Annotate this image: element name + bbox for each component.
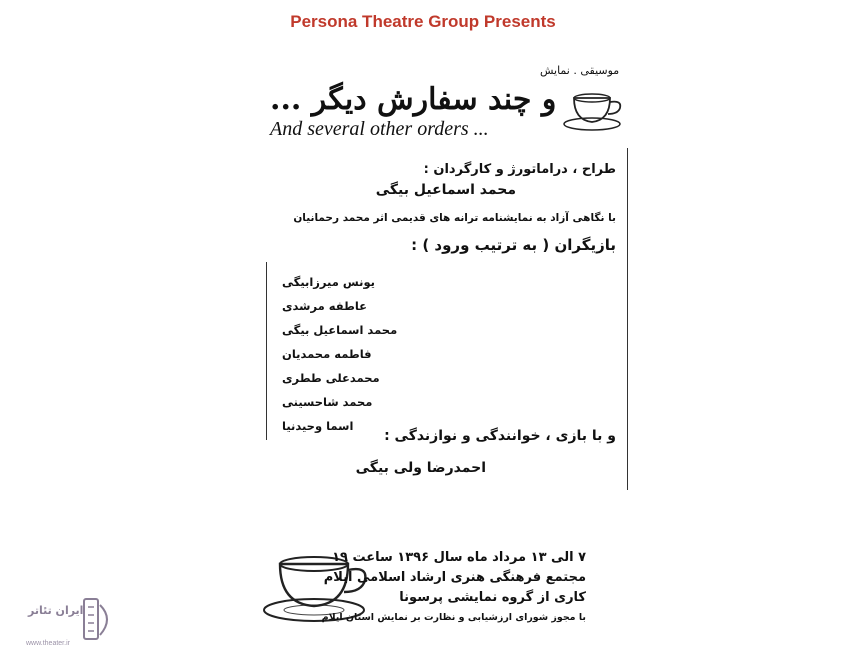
director-role: طراح ، دراماتورژ و کارگردان : bbox=[423, 162, 616, 177]
cast-heading: بازیگران ( به ترتیب ورود ) : bbox=[411, 236, 616, 254]
cast-member: محمد اسماعیل بیگی bbox=[282, 323, 398, 337]
watermark-url: www.theater.ir bbox=[26, 640, 70, 647]
divider-right bbox=[627, 148, 628, 490]
venue: مجتمع فرهنگی هنری ارشاد اسلامی ایلام bbox=[323, 570, 586, 585]
musician-name: احمدرضا ولی بیگی bbox=[355, 460, 486, 476]
cast-list bbox=[282, 270, 397, 438]
cast-member: محمدعلی ططری bbox=[282, 371, 380, 385]
permit-note: با مجوز شورای ارزشیابی و نظارت بر نمایش استان ایلام bbox=[321, 612, 586, 623]
group-credit: کاری از گروه نمایشی پرسونا bbox=[399, 590, 586, 605]
inspiration-note: با نگاهی آزاد به نمایشنامه ترانه های قدیمی اثر محمد رحمانیان bbox=[293, 212, 616, 224]
title-persian: و چند سفارش دیگر ... bbox=[270, 82, 557, 117]
director-name: محمد اسماعیل بیگی bbox=[375, 182, 516, 198]
cast-member: فاطمه محمدیان bbox=[282, 347, 372, 361]
cast-member: عاطفه مرشدی bbox=[282, 299, 368, 313]
show-dates: ۷ الی ۱۳ مرداد ماه سال ۱۳۹۶ ساعت ۱۹ bbox=[332, 550, 586, 565]
genre-label: موسیقی . نمایش bbox=[540, 64, 620, 77]
music-heading: و با بازی ، خوانندگی و نوازندگی : bbox=[384, 428, 616, 444]
divider-left bbox=[266, 262, 267, 440]
presents-heading: Persona Theatre Group Presents bbox=[290, 12, 556, 31]
title-english: And several other orders ... bbox=[270, 118, 489, 140]
cast-member: یونس میرزابیگی bbox=[282, 275, 375, 289]
watermark-name: ایران تئاتر bbox=[28, 604, 84, 617]
cast-member: محمد شاحسینی bbox=[282, 395, 373, 409]
coffee-cup-icon bbox=[562, 86, 628, 132]
footer-info bbox=[322, 548, 586, 628]
cast-member: اسما وحیدنیا bbox=[282, 419, 354, 433]
